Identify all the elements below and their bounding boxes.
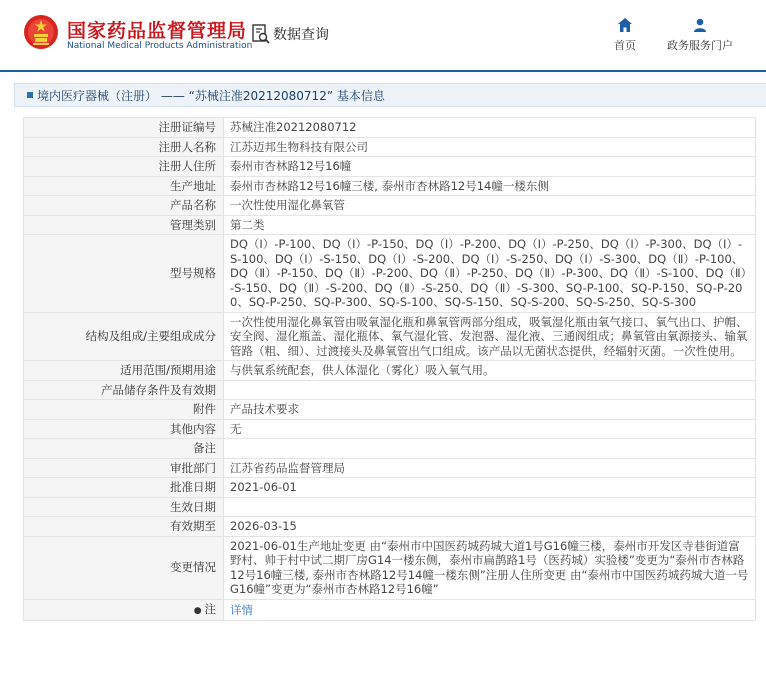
site-header (0, 0, 766, 72)
field-label: 生效日期 (24, 497, 224, 517)
note-value-cell (224, 599, 756, 621)
note-label-cell (24, 599, 224, 621)
table-row (24, 137, 756, 157)
nav-home-label: 首页 (614, 39, 636, 52)
table-row (24, 497, 756, 517)
nav-gov-label: 政务服务门户 (667, 39, 733, 52)
field-value: 无 (224, 419, 756, 439)
nav-gov-services[interactable] (667, 18, 733, 53)
field-value (224, 380, 756, 400)
nav-home[interactable] (614, 18, 636, 53)
table-row (24, 380, 756, 400)
field-value: 江苏省药品监督管理局 (224, 458, 756, 478)
field-value: 泰州市杏林路12号16幢 (224, 157, 756, 177)
data-query-link[interactable] (252, 24, 329, 44)
table-row (24, 458, 756, 478)
field-value: 2021-06-01生产地址变更 由“泰州市中国医药城药城大道1号G16幢三楼，泰州市开发区寺巷街道富野村、帅于村中试二期厂房G14一楼东侧，泰州市扁鹊路1号（医药城）实验楼”变更为“泰州市杏林路12号16幢三楼, 泰州市杏林路12号14幢一楼东侧”注册人住所变更 由“泰州市中国医药城药城大道一号G16幢”变更为“泰州市杏林路12号16幢” (224, 536, 756, 599)
field-label: 注册证编号 (24, 118, 224, 138)
table-row (24, 118, 756, 138)
table-row (24, 361, 756, 381)
table-row (24, 517, 756, 537)
table-row (24, 439, 756, 459)
field-value: 江苏迈邦生物科技有限公司 (224, 137, 756, 157)
table-row (24, 157, 756, 177)
field-label: 产品储存条件及有效期 (24, 380, 224, 400)
note-label: 注 (204, 601, 216, 616)
field-label: 生产地址 (24, 176, 224, 196)
table-row (24, 312, 756, 361)
field-value: DQ（Ⅰ）-P-100、DQ（Ⅰ）-P-150、DQ（Ⅰ）-P-200、DQ（Ⅰ）-P-250、DQ（Ⅰ）-P-300、DQ（Ⅰ）-S-100、DQ（Ⅰ）-S-150、DQ（Ⅰ）-S-200、DQ（Ⅰ）-S-250、DQ（Ⅰ）-S-300、DQ（Ⅱ）-P-100、DQ（Ⅱ）-P-150、DQ（Ⅱ）-P-200、DQ（Ⅱ）-P-250、DQ（Ⅱ）-P-300、DQ（Ⅱ）-S-100、DQ（Ⅱ）-S-150、DQ（Ⅱ）-S-200、DQ（Ⅱ）-S-250、DQ（Ⅱ）-S-300、SQ-P-100、SQ-P-150、SQ-P-200、SQ-P-250、SQ-P-300、SQ-S-100、SQ-S-150、SQ-S-200、SQ-S-250、SQ-S-300 (224, 235, 756, 313)
field-label: 附件 (24, 400, 224, 420)
field-label: 有效期至 (24, 517, 224, 537)
field-value (224, 439, 756, 459)
registration-info-table (23, 117, 756, 621)
field-value: 2026-03-15 (224, 517, 756, 537)
field-value: 一次性使用湿化鼻氧管 (224, 196, 756, 216)
field-label: 备注 (24, 439, 224, 459)
data-query-icon (252, 24, 270, 44)
user-icon (693, 18, 707, 32)
table-row (24, 176, 756, 196)
table-row (24, 235, 756, 313)
field-value: 一次性使用湿化鼻氧管由吸氧湿化瓶和鼻氧管两部分组成，吸氧湿化瓶由氧气接口、氧气出口、护帽、安全阀、湿化瓶盖、湿化瓶体、氧气湿化管、发泡器、湿化液、三通阀组成；鼻氧管由氧源接头、输氧管路（粗、细）、过渡接头及鼻氧管出气口组成。该产品以无菌状态提供，经辐射灭菌。一次性使用。 (224, 312, 756, 361)
table-row (24, 419, 756, 439)
breadcrumb (14, 83, 766, 107)
table-row (24, 400, 756, 420)
field-label: 注册人名称 (24, 137, 224, 157)
table-row (24, 215, 756, 235)
site-title: 国家药品监督管理局 (67, 20, 248, 42)
field-label: 其他内容 (24, 419, 224, 439)
document-icon (27, 92, 33, 98)
field-label: 审批部门 (24, 458, 224, 478)
field-label: 管理类别 (24, 215, 224, 235)
field-label: 变更情况 (24, 536, 224, 599)
field-label: 结构及组成/主要组成成分 (24, 312, 224, 361)
home-icon (618, 18, 632, 32)
bullet-icon: ● (193, 605, 205, 616)
field-value: 产品技术要求 (224, 400, 756, 420)
field-label: 产品名称 (24, 196, 224, 216)
field-value: 与供氧系统配套，供人体湿化（雾化）吸入氧气用。 (224, 361, 756, 381)
field-label: 适用范围/预期用途 (24, 361, 224, 381)
field-value (224, 497, 756, 517)
table-row (24, 536, 756, 599)
table-row (24, 196, 756, 216)
field-value: 第二类 (224, 215, 756, 235)
breadcrumb-text: 境内医疗器械（注册） —— “苏械注准20212080712” 基本信息 (37, 88, 385, 103)
table-row-note (24, 599, 756, 621)
field-label: 批准日期 (24, 478, 224, 498)
table-row (24, 478, 756, 498)
details-link[interactable]: 详情 (230, 602, 253, 617)
field-label: 型号规格 (24, 235, 224, 313)
field-value: 苏械注准20212080712 (224, 118, 756, 138)
field-label: 注册人住所 (24, 157, 224, 177)
field-value: 2021-06-01 (224, 478, 756, 498)
national-emblem-icon (23, 14, 59, 50)
site-subtitle: National Medical Products Administration (67, 41, 253, 51)
data-query-label: 数据查询 (273, 27, 329, 43)
field-value: 泰州市杏林路12号16幢三楼, 泰州市杏林路12号14幢一楼东侧 (224, 176, 756, 196)
